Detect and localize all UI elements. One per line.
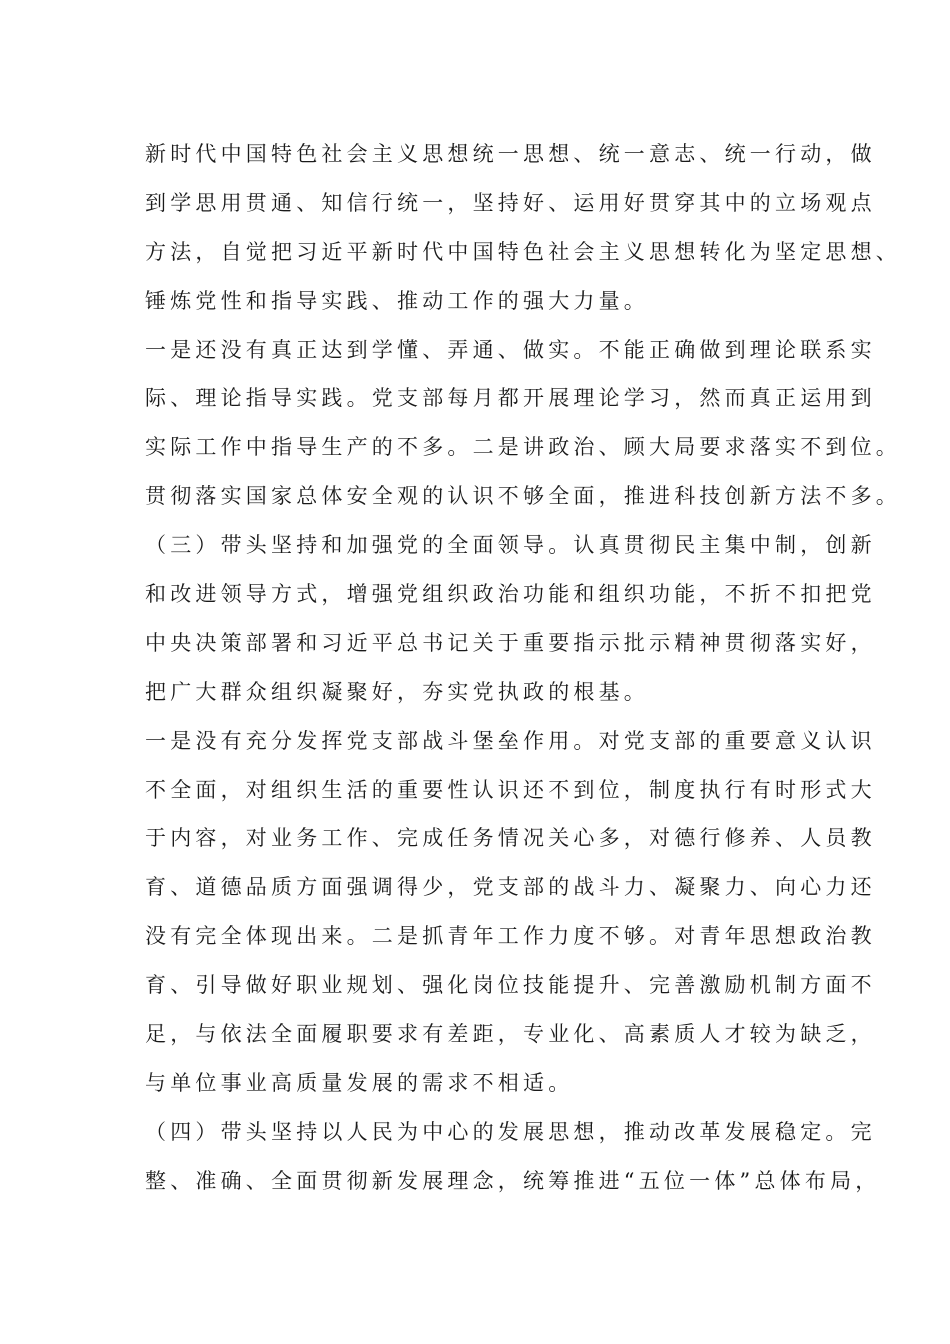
text-line: 际、理论指导实践。党支部每月都开展理论学习，然而真正运用到 (145, 386, 876, 411)
text-line: 不全面，对组织生活的重要性认识还不到位，制度执行有时形式大 (145, 777, 876, 802)
text-line: 到学思用贯通、知信行统一，坚持好、运用好贯穿其中的立场观点 (145, 190, 876, 215)
text-line: 贯彻落实国家总体安全观的认识不够全面，推进科技创新方法不多。 (145, 484, 901, 509)
section-heading-line: （四）带头坚持以人民为中心的发展思想，推动改革发展稳定。完 (145, 1119, 876, 1144)
text-line: 锤炼党性和指导实践、推动工作的强大力量。 (145, 288, 649, 313)
text-line: 与单位事业高质量发展的需求不相适。 (145, 1070, 574, 1095)
text-line: 和改进领导方式，增强党组织政治功能和组织功能，不折不扣把党 (145, 582, 876, 607)
text-line: 足，与依法全面履职要求有差距，专业化、高素质人才较为缺乏， (145, 1022, 876, 1047)
text-line: 育、引导做好职业规划、强化岗位技能提升、完善激励机制方面不 (145, 973, 876, 998)
section-heading-line: （三）带头坚持和加强党的全面领导。认真贯彻民主集中制，创新 (145, 533, 876, 558)
text-line: 于内容，对业务工作、完成任务情况关心多，对德行修养、人员教 (145, 826, 876, 851)
text-line: 育、道德品质方面强调得少，党支部的战斗力、凝聚力、向心力还 (145, 875, 876, 900)
text-line: 把广大群众组织凝聚好，夯实党执政的根基。 (145, 679, 649, 704)
text-line: 方法，自觉把习近平新时代中国特色社会主义思想转化为坚定思想、 (145, 239, 901, 264)
text-line: 整、准确、全面贯彻新发展理念，统筹推进“五位一体”总体布局， (145, 1168, 881, 1193)
text-line: 一是没有充分发挥党支部战斗堡垒作用。对党支部的重要意义认识 (145, 728, 876, 753)
text-line: 实际工作中指导生产的不多。二是讲政治、顾大局要求落实不到位。 (145, 435, 901, 460)
text-line: 没有完全体现出来。二是抓青年工作力度不够。对青年思想政治教 (145, 924, 876, 949)
text-line: 一是还没有真正达到学懂、弄通、做实。不能正确做到理论联系实 (145, 337, 876, 362)
document-body (145, 130, 901, 1206)
text-line: 中央决策部署和习近平总书记关于重要指示批示精神贯彻落实好， (145, 630, 876, 655)
text-line: 新时代中国特色社会主义思想统一思想、统一意志、统一行动，做 (145, 142, 876, 166)
